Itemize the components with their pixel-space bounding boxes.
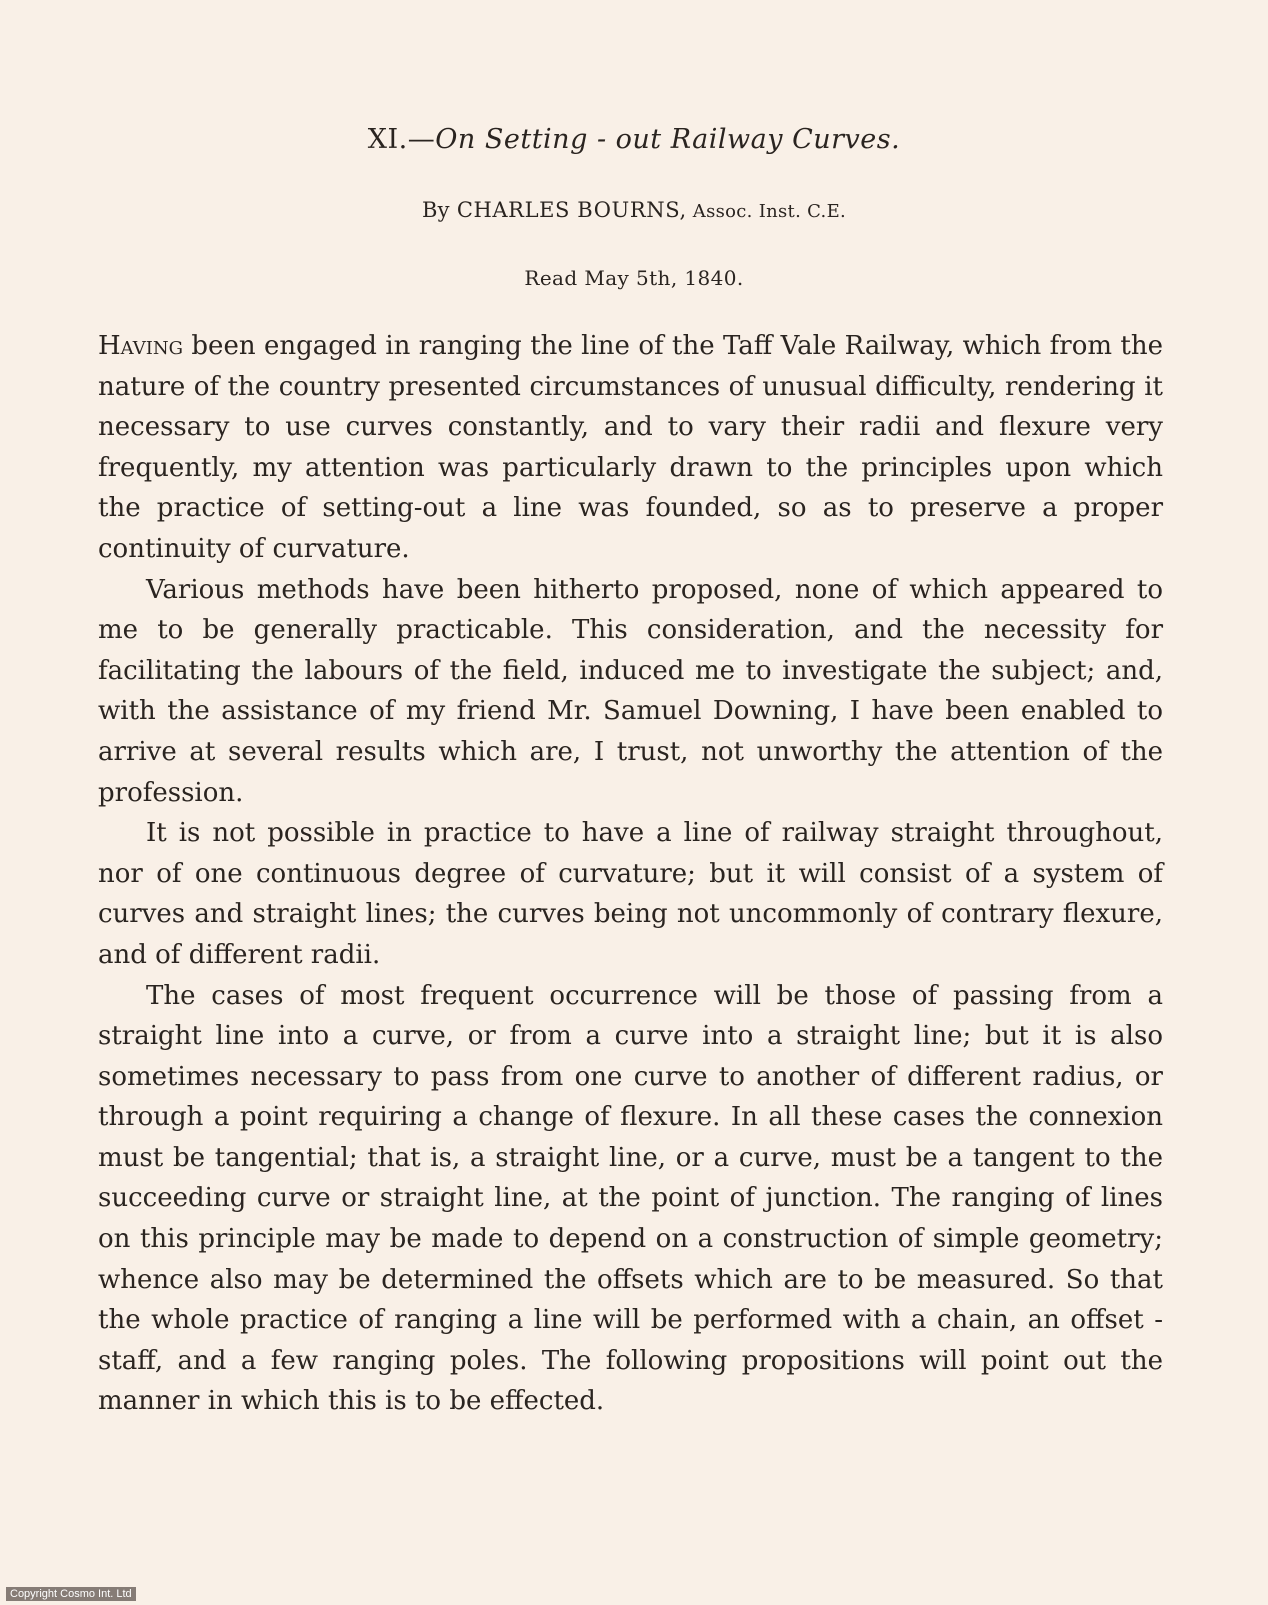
article-number: XI.—	[367, 124, 436, 155]
paragraph-1	[98, 326, 1163, 570]
author-name: CHARLES BOURNS,	[456, 198, 687, 222]
author-affiliation: Assoc. Inst. C.E.	[686, 201, 847, 222]
paragraph-3: It is not possible in practice to have a line of railway straight throughout, nor of one continuous degree of curvature; but it will consist of a system of curves and straight lines; the curves being not uncommonly of contrary flexure, and of different radii.	[98, 818, 1163, 970]
copyright-watermark: Copyright Cosmo Int. Ltd	[6, 1587, 136, 1601]
article-body	[98, 326, 1163, 1422]
byline-prefix: By	[421, 198, 457, 222]
read-date: Read May 5th, 1840.	[524, 266, 744, 290]
paragraph-2: Various methods have been hitherto proposed, none of which appeared to me to be generally practicable. This consideration, and the necessity for facilitating the labours of the field, induced me to investigate the subject; and, with the assistance of my friend Mr. Samuel Downing, I have been enabled to arrive at several results which are, I trust, not unworthy the attention of the profession.	[98, 574, 1163, 808]
article-title	[0, 124, 1268, 155]
article-title-text: On Setting - out Railway Curves.	[435, 124, 901, 155]
paragraph-4: The cases of most frequent occurrence will be those of passing from a straight line into a curve, or from a curve into a straight line; but it is also sometimes necessary to pass from one curve to another of different radius, or through a point requiring a change of flexure. In all these cases the connexion must be tangential; that is, a straight line, or a curve, must be a tangent to the succeeding curve or straight line, at the point of junction. The ranging of lines on this principle may be made to depend on a construction of simple geometry; whence also may be determined the offsets which are to be measured. So that the whole practice of ranging a line will be performed with a chain, an offset - staff, and a few ranging poles. The following propositions will point out the manner in which this is to be effected.	[98, 980, 1163, 1417]
author-byline	[0, 198, 1268, 222]
paragraph-1-text: been engaged in ranging the line of the Taff Vale Railway, which from the nature of the country presented circumstances of unusual difficulty, rendering it necessary to use curves constantly, and to vary their radii and flexure very frequently, my attention was particularly drawn to the principles upon which the practice of setting-out a line was founded, so as to preserve a proper continuity of curvature.	[98, 331, 1163, 564]
drop-lead-word: Having	[98, 331, 184, 361]
